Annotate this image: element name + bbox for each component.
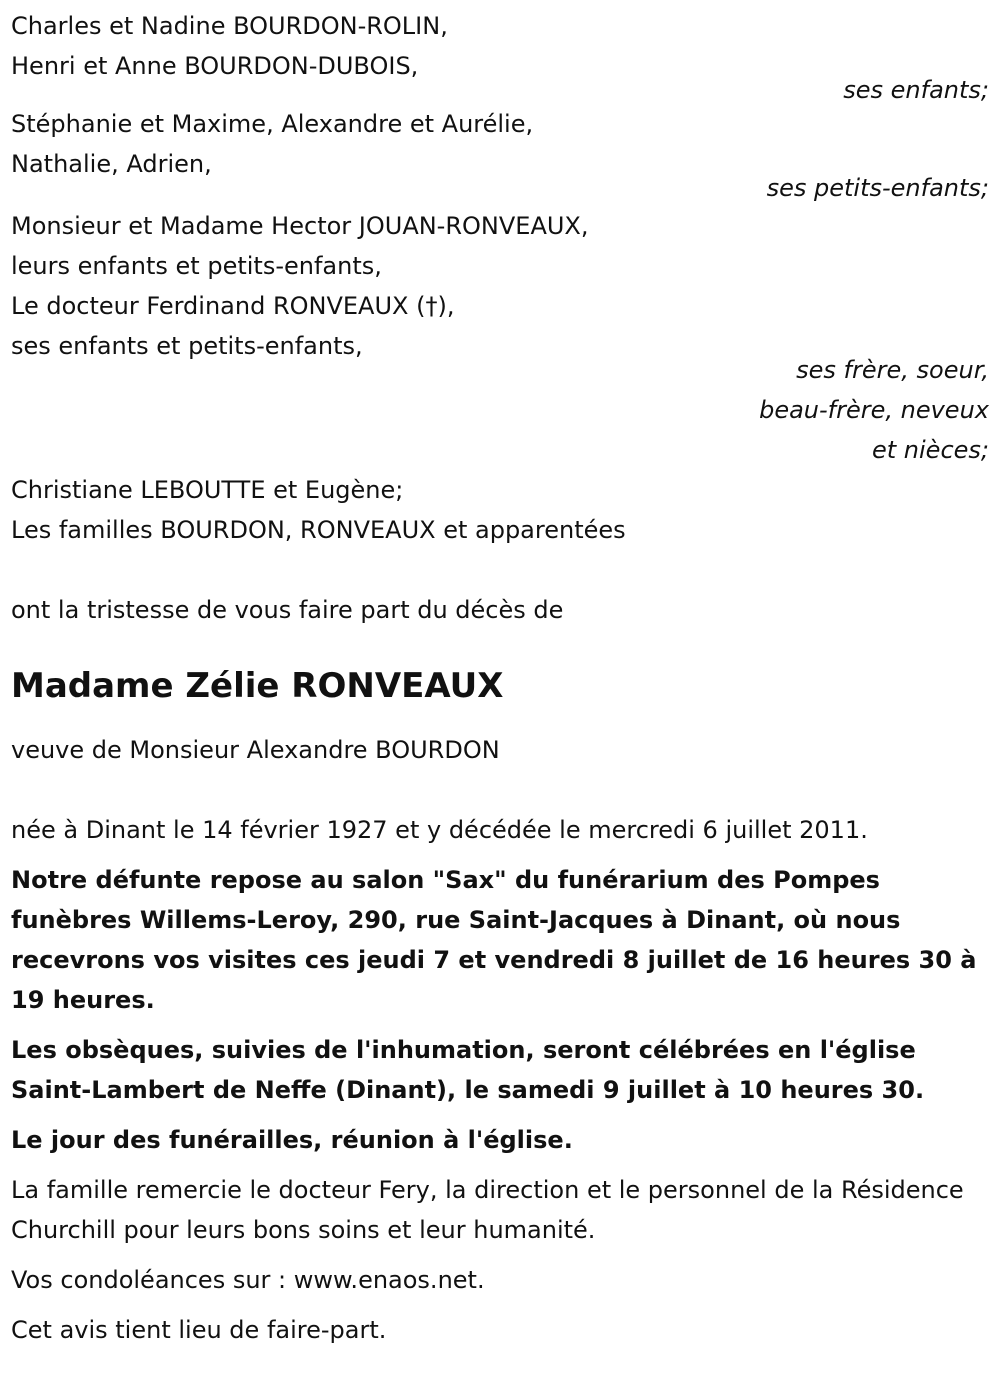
- widow-of: veuve de Monsieur Alexandre BOURDON: [11, 736, 500, 764]
- condolences-paragraph: Vos condoléances sur : www.enaos.net.: [11, 1266, 485, 1294]
- notice-paragraph: Cet avis tient lieu de faire-part.: [11, 1316, 387, 1344]
- grandchildren-line: Nathalie, Adrien,: [11, 150, 212, 178]
- siblings-section: [11, 206, 989, 470]
- others-section: [11, 470, 989, 550]
- others-line: Les familles BOURDON, RONVEAUX et apparentées: [11, 516, 626, 544]
- grandchildren-line: Stéphanie et Maxime, Alexandre et Aurélie,: [11, 110, 534, 138]
- grandchildren-section: [11, 104, 989, 208]
- children-line: Henri et Anne BOURDON-DUBOIS,: [11, 52, 419, 80]
- birth-death: née à Dinant le 14 février 1927 et y décédée le mercredi 6 juillet 2011.: [11, 816, 868, 844]
- children-line: Charles et Nadine BOURDON-ROLIN,: [11, 12, 448, 40]
- deceased-name: Madame Zélie RONVEAUX: [11, 666, 504, 706]
- funeral-paragraph: Les obsèques, suivies de l'inhumation, seront célébrées en l'église Saint-Lambert de Neffe (Dinant), le samedi 9 juillet à 10 heures 30.: [11, 1036, 925, 1104]
- grandchildren-relation: ses petits-enfants;: [766, 174, 989, 202]
- siblings-line: ses enfants et petits-enfants,: [11, 332, 363, 360]
- siblings-relation: et nièces;: [872, 436, 989, 464]
- children-relation: ses enfants;: [843, 76, 989, 104]
- siblings-relation: ses frère, soeur,: [796, 356, 989, 384]
- siblings-line: leurs enfants et petits-enfants,: [11, 252, 382, 280]
- visitation-paragraph: Notre défunte repose au salon "Sax" du funérarium des Pompes funèbres Willems-Leroy, 290, rue Saint-Jacques à Dinant, où nous recevrons vos visites ces jeudi 7 et vendredi 8 juillet de 16 heures 30 à 19 heures.: [11, 866, 977, 1014]
- children-section: [11, 6, 989, 110]
- announcement-text: ont la tristesse de vous faire part du décès de: [11, 596, 564, 624]
- others-line: Christiane LEBOUTTE et Eugène;: [11, 476, 404, 504]
- obituary-notice: [11, 6, 989, 1350]
- siblings-line: Monsieur et Madame Hector JOUAN-RONVEAUX,: [11, 212, 589, 240]
- meeting-paragraph: Le jour des funérailles, réunion à l'église.: [11, 1126, 573, 1154]
- siblings-relation: beau-frère, neveux: [759, 396, 989, 424]
- thanks-paragraph: La famille remercie le docteur Fery, la direction et le personnel de la Résidence Churchill pour leurs bons soins et leur humanité.: [11, 1176, 964, 1244]
- siblings-line: Le docteur Ferdinand RONVEAUX (†),: [11, 292, 455, 320]
